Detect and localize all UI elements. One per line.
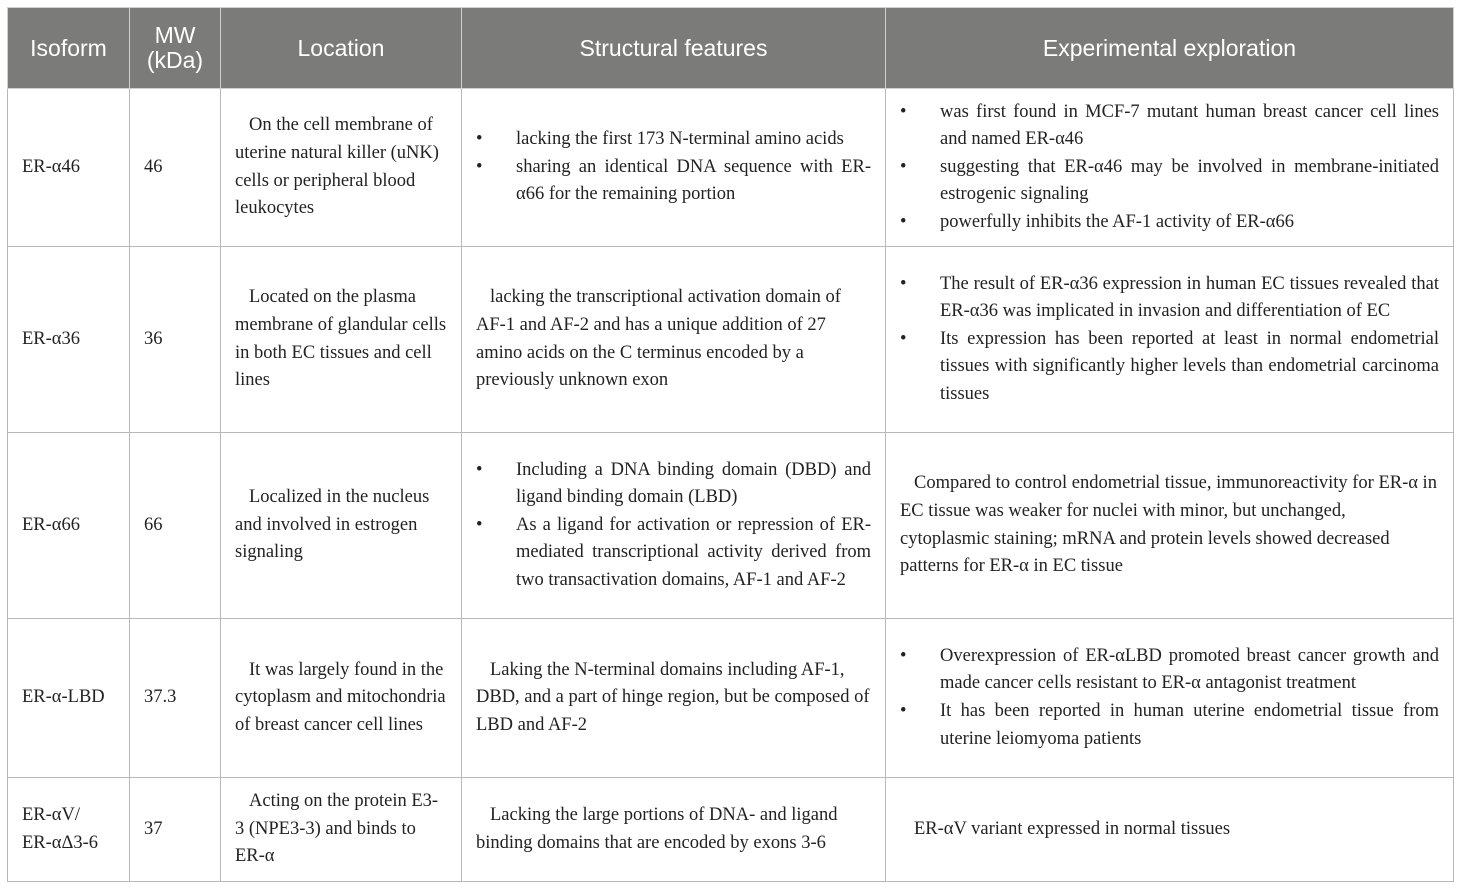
location-text: It was largely found in the cytoplasm and mitochondria of breast cancer cell lines	[235, 659, 446, 735]
header-mw: MW (kDa)	[130, 8, 221, 89]
experimental-text: ER-αV variant expressed in normal tissues	[914, 818, 1231, 839]
structural-text: lacking the transcriptional activation domain of AF-1 and AF-2 and has a unique addition of 27 amino acids on the C terminus encoded by a previously unknown exon	[476, 287, 841, 391]
isoform-cell: ER-α66	[8, 433, 130, 619]
table-row	[8, 778, 1454, 882]
experimental-cell	[886, 778, 1454, 882]
location-cell	[221, 89, 462, 247]
location-text: On the cell membrane of uterine natural killer (uNK) cells or peripheral blood leukocytes	[235, 115, 439, 219]
experimental-bullet: • powerfully inhibits the AF-1 activity of ER-α66	[900, 209, 1439, 237]
structural-cell	[462, 89, 886, 247]
structural-text: Laking the N-terminal domains including AF-1, DBD, and a part of hinge region, but be composed of LBD and AF-2	[476, 659, 870, 735]
structural-cell	[462, 433, 886, 619]
isoform-cell: ER-α36	[8, 247, 130, 433]
isoform-cell: ER-α46	[8, 89, 130, 247]
mw-cell: 36	[130, 247, 221, 433]
structural-bullet: • sharing an identical DNA sequence with ER-α66 for the remaining portion	[476, 154, 871, 209]
structural-bullet: • As a ligand for activation or repression of ER-mediated transcriptional activity derived from two transactivation domains, AF-1 and AF-2	[476, 512, 871, 595]
structural-bullet: • Including a DNA binding domain (DBD) and ligand binding domain (LBD)	[476, 457, 871, 512]
location-cell	[221, 778, 462, 882]
structural-text: Lacking the large portions of DNA- and ligand binding domains that are encoded by exons 3-6	[476, 804, 838, 853]
mw-cell: 37.3	[130, 619, 221, 778]
location-cell	[221, 619, 462, 778]
isoform-table	[7, 7, 1454, 882]
experimental-text: Compared to control endometrial tissue, immunoreactivity for ER-α in EC tissue was weaker for nuclei with minor, but unchanged, cytoplasmic staining; mRNA and protein levels showed decreased patterns for ER-α in EC tissue	[900, 473, 1437, 577]
experimental-bullet: • was first found in MCF-7 mutant human breast cancer cell lines and named ER-α46	[900, 99, 1439, 154]
mw-cell: 37	[130, 778, 221, 882]
isoform-cell: ER-αV/ ER-αΔ3-6	[8, 778, 130, 882]
structural-cell	[462, 778, 886, 882]
location-cell	[221, 433, 462, 619]
experimental-bullet: • Its expression has been reported at least in normal endometrial tissues with significantly higher levels than endometrial carcinoma tissues	[900, 326, 1439, 409]
location-text: Acting on the protein E3-3 (NPE3-3) and binds to ER-α	[235, 791, 439, 867]
structural-cell	[462, 247, 886, 433]
header-row	[8, 8, 1454, 89]
experimental-cell	[886, 247, 1454, 433]
experimental-cell	[886, 619, 1454, 778]
mw-cell: 66	[130, 433, 221, 619]
experimental-bullet: • Overexpression of ER-αLBD promoted breast cancer growth and made cancer cells resistant to ER-α antagonist treatment	[900, 643, 1439, 698]
location-text: Located on the plasma membrane of glandular cells in both EC tissues and cell lines	[235, 287, 447, 391]
experimental-cell	[886, 89, 1454, 247]
isoform-cell: ER-α-LBD	[8, 619, 130, 778]
structural-cell	[462, 619, 886, 778]
header-isoform: Isoform	[8, 8, 130, 89]
location-cell	[221, 247, 462, 433]
table-row	[8, 89, 1454, 247]
table-row	[8, 433, 1454, 619]
mw-cell: 46	[130, 89, 221, 247]
structural-bullet: • lacking the first 173 N-terminal amino acids	[476, 126, 871, 154]
header-location: Location	[221, 8, 462, 89]
table-row	[8, 619, 1454, 778]
experimental-cell	[886, 433, 1454, 619]
experimental-bullet: • suggesting that ER-α46 may be involved in membrane-initiated estrogenic signaling	[900, 154, 1439, 209]
header-structural-features: Structural features	[462, 8, 886, 89]
header-experimental-exploration: Experimental exploration	[886, 8, 1454, 89]
location-text: Localized in the nucleus and involved in estrogen signaling	[235, 487, 430, 563]
experimental-bullet: • It has been reported in human uterine endometrial tissue from uterine leiomyoma patients	[900, 698, 1439, 753]
table-row	[8, 247, 1454, 433]
experimental-bullet: • The result of ER-α36 expression in human EC tissues revealed that ER-α36 was implicated in invasion and differentiation of EC	[900, 271, 1439, 326]
